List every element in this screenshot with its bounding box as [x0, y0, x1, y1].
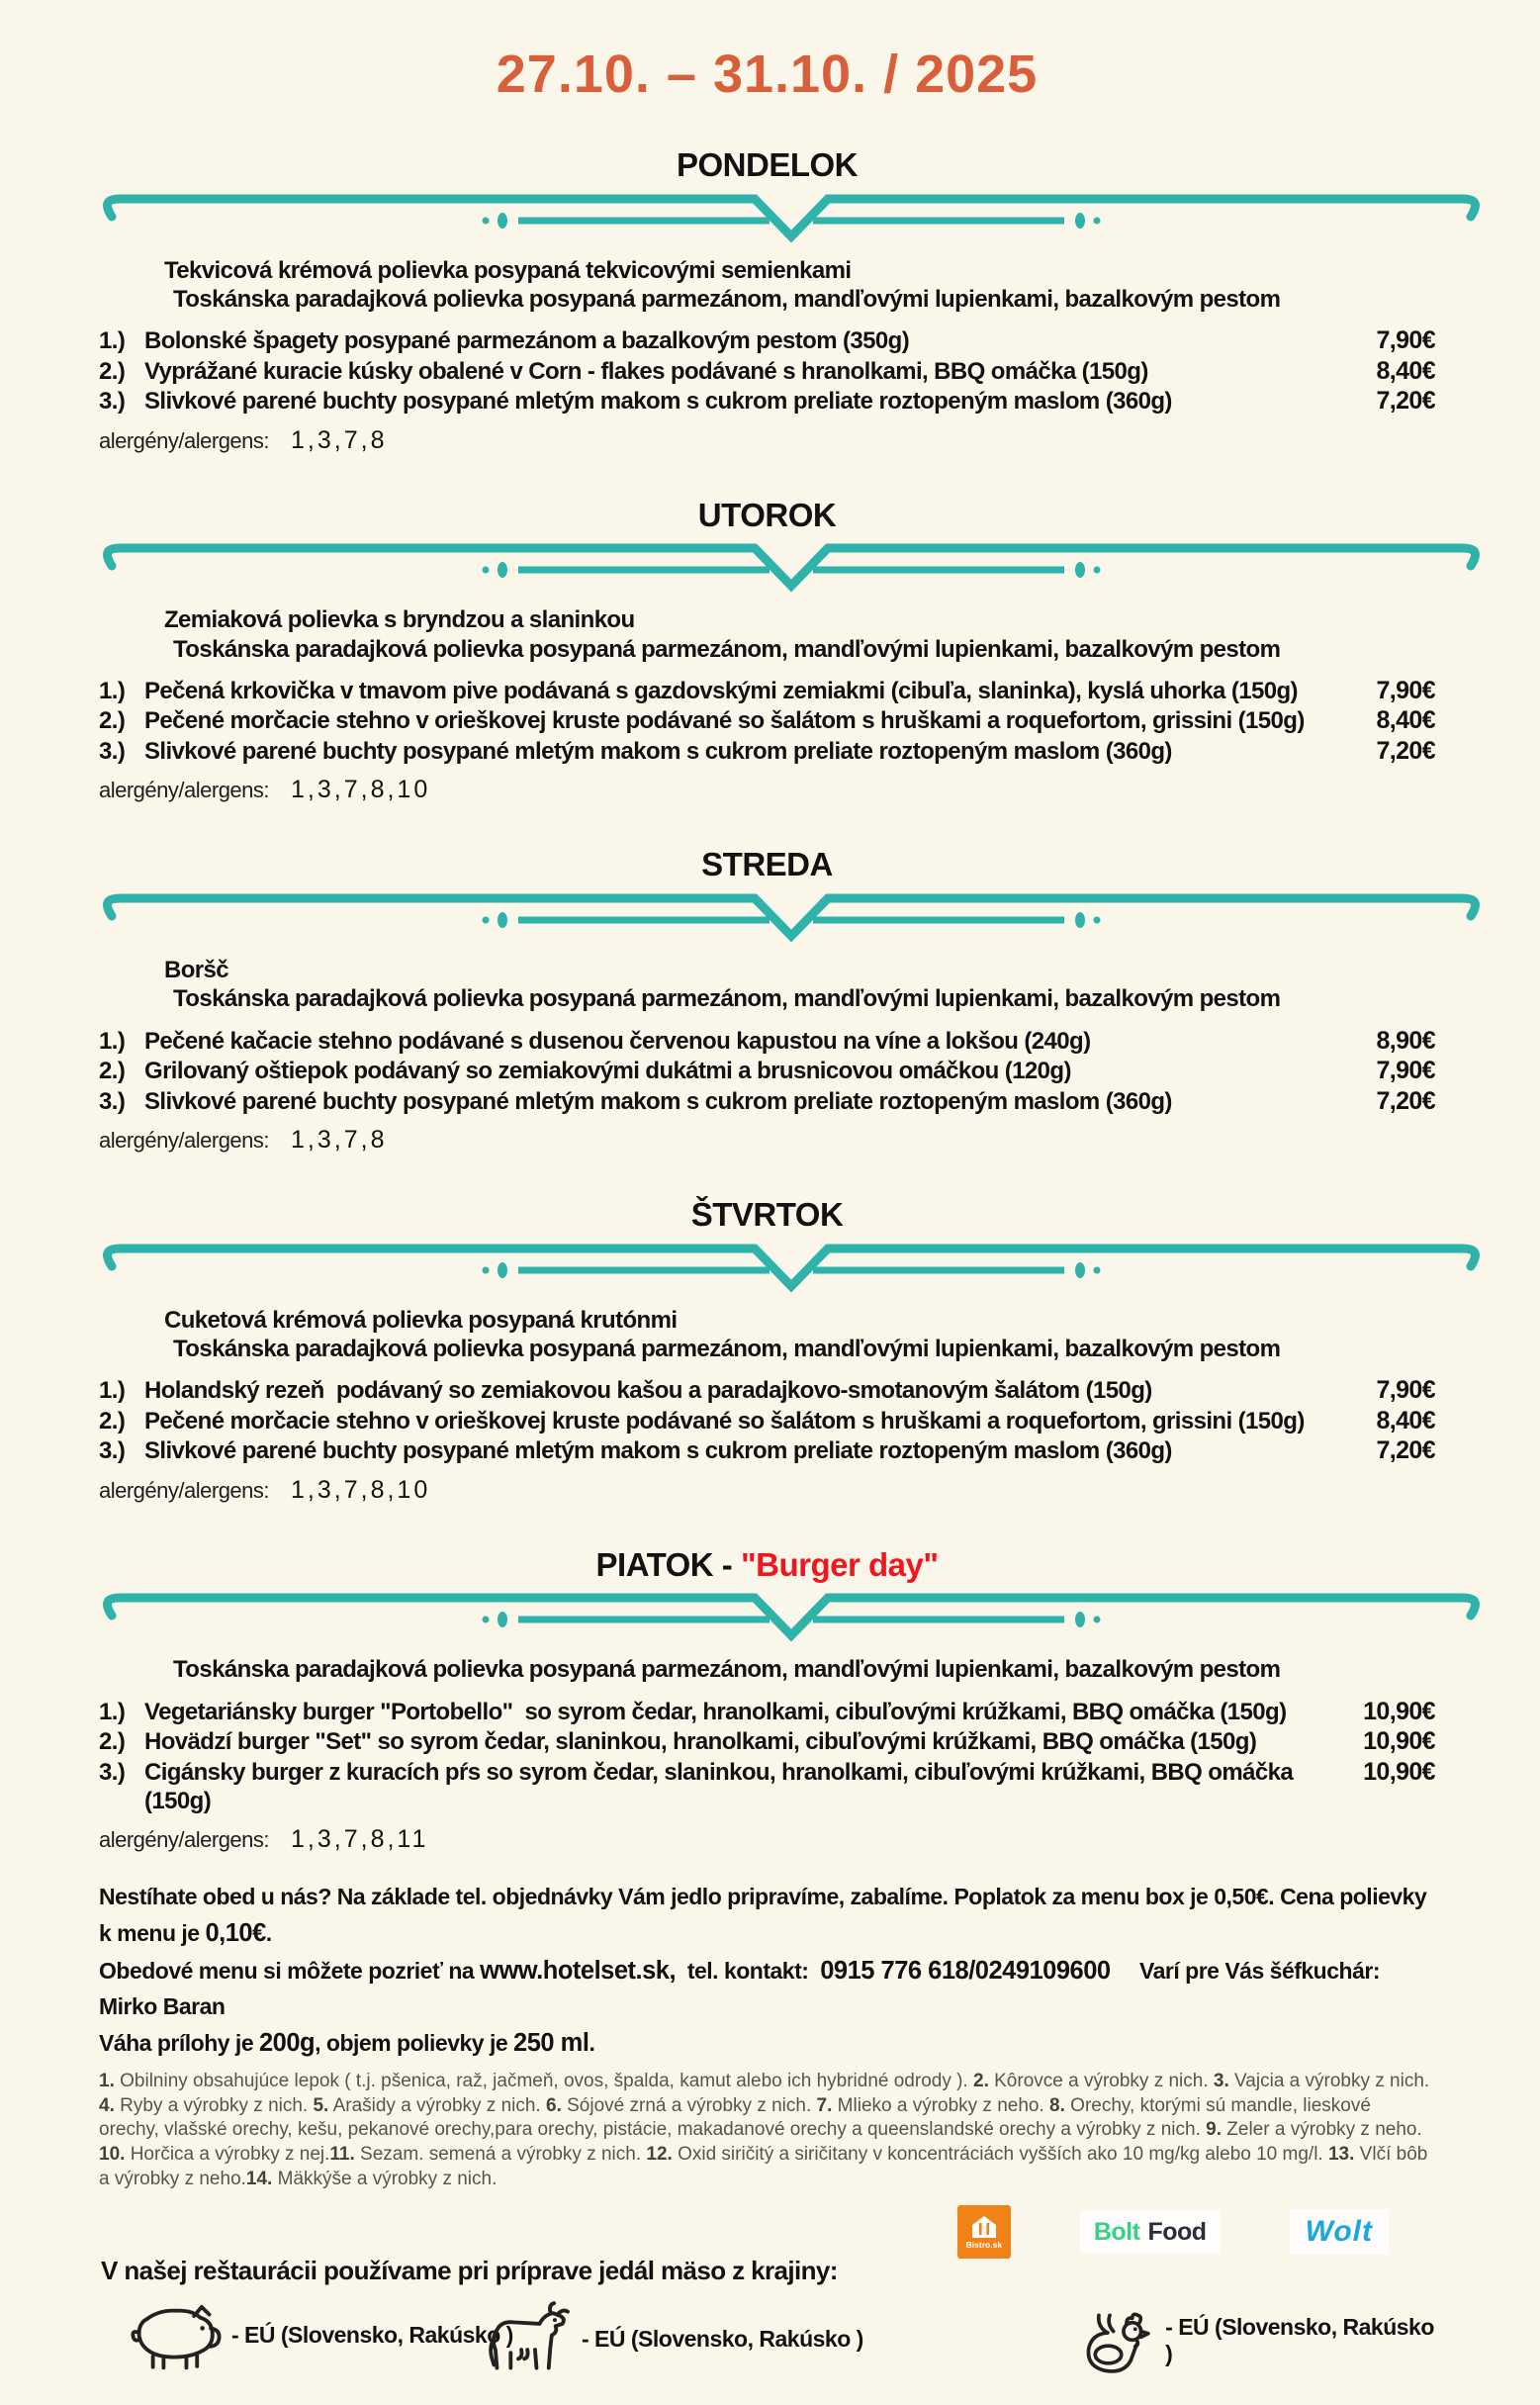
bistro-logo-text: Bistro.sk [965, 2239, 1003, 2250]
item-number: 1.) [99, 1377, 126, 1405]
item-number: 1.) [99, 1698, 126, 1725]
day-title [99, 148, 1435, 183]
cow-icon [479, 2294, 578, 2389]
hen-origin [1074, 2294, 1435, 2393]
soup-line: Tekvicová krémová polievka posypaná tekvicovými semienkami [164, 256, 852, 284]
soup-line: Toskánska paradajková polievka posypaná parmezánom, mandľovými lupienkami, bazalkovým pestom [173, 635, 1281, 663]
notice-line: Nestíhate obed u nás? Na základe tel. objednávky Vám jedlo pripravíme, zabalíme. Poplatok za menu box je 0,50€. Cena polievky k menu je 0,10€. [99, 1884, 1433, 1947]
notice-block [99, 1880, 1435, 2062]
bistro-sk-logo [957, 2205, 1011, 2259]
menu-item [99, 1086, 1435, 1117]
item-text: Slivkové parené buchty posypané mletým makom s cukrom preliate roztopeným maslom (360g) [144, 1437, 1172, 1465]
day-title-text: ŠTVRTOK [690, 1196, 844, 1234]
menu-item [99, 1056, 1435, 1086]
allergens-numbers: 1,3,7,8,10 [291, 776, 431, 804]
item-number: 1.) [99, 677, 126, 704]
bolt-word: Bolt [1093, 2217, 1140, 2246]
menu-item [99, 1026, 1435, 1057]
menu-item [99, 386, 1435, 416]
item-price: 10,90€ [1363, 1727, 1435, 1756]
menu-item [99, 705, 1435, 736]
allergens-numbers: 1,3,7,8 [291, 1126, 388, 1155]
item-price: 7,90€ [1376, 676, 1435, 704]
item-number: 2.) [99, 357, 126, 385]
menu-items [99, 1375, 1435, 1466]
item-number: 3.) [99, 1758, 126, 1786]
item-number: 3.) [99, 388, 126, 416]
soup-list [164, 605, 1435, 664]
item-number: 2.) [99, 1407, 126, 1434]
menu-item [99, 1757, 1435, 1816]
allergens-row [99, 1476, 1435, 1505]
item-text: Holandský rezeň podávaný so zemiakovou kašou a paradajkovo-smotanovým šalátom (150g) [144, 1377, 1152, 1405]
menu-item [99, 1726, 1435, 1757]
item-price: 8,40€ [1376, 1406, 1435, 1434]
item-text: Grilovaný oštiepok podávaný so zemiakovými dukátmi a brusnicovou omáčkou (120g) [144, 1058, 1071, 1085]
item-price: 8,40€ [1376, 356, 1435, 385]
item-text: Pečené morčacie stehno v orieškovej kruste podávané so šalátom s hruškami a roquefortom, grissini (150g) [144, 1407, 1305, 1434]
item-text: Vyprážané kuracie kúsky obalené v Corn - flakes podávané s hranolkami, BBQ omáčka (150g) [144, 357, 1148, 385]
allergens-row [99, 776, 1435, 804]
allergens-row [99, 1825, 1435, 1854]
allergens-numbers: 1,3,7,8,10 [291, 1475, 431, 1504]
allergens-label: alergény/alergens: [99, 1128, 270, 1154]
soup-line: Toskánska paradajková polievka posypaná parmezánom, mandľovými lupienkami, bazalkovým pestom [173, 285, 1281, 313]
menu-items [99, 1697, 1435, 1816]
item-price: 7,90€ [1376, 1376, 1435, 1405]
ornament-divider [99, 890, 1484, 944]
day-section-wednesday [99, 848, 1435, 1155]
ornament-divider [99, 540, 1484, 594]
item-number: 1.) [99, 327, 126, 355]
soup-line: Toskánska paradajková polievka posypaná parmezánom, mandľovými lupienkami, bazalkovým pestom [173, 985, 1281, 1013]
menu-item [99, 1435, 1435, 1466]
item-number: 2.) [99, 1728, 126, 1756]
menu-item [99, 1406, 1435, 1436]
item-text: Slivkové parené buchty posypané mletým makom s cukrom preliate roztopeným maslom (360g) [144, 737, 1172, 765]
item-price: 10,90€ [1363, 1697, 1435, 1725]
pig-origin [129, 2294, 513, 2381]
item-number: 3.) [99, 1437, 126, 1465]
soup-line: Toskánska paradajková polievka posypaná parmezánom, mandľovými lupienkami, bazalkovým pestom [173, 1656, 1281, 1684]
bistro-house-icon [971, 2215, 997, 2239]
day-title-text: STREDA [701, 846, 833, 883]
item-price: 8,90€ [1376, 1026, 1435, 1055]
allergens-label: alergény/alergens: [99, 427, 270, 453]
wolt-logo [1290, 2209, 1389, 2255]
item-text: Pečená krkovička v tmavom pive podávaná s gazdovskými zemiakmi (cibuľa, slaninka), kyslá uhorka (150g) [144, 677, 1298, 704]
item-text: Pečené morčacie stehno v orieškovej kruste podávané so šalátom s hruškami a roquefortom, grissini (150g) [144, 707, 1305, 735]
soup-list [164, 956, 1435, 1014]
item-price: 7,90€ [1376, 326, 1435, 355]
menu-item [99, 356, 1435, 387]
item-text: Slivkové parené buchty posypané mletým makom s cukrom preliate roztopeným maslom (360g) [144, 388, 1172, 416]
item-price: 7,90€ [1376, 1057, 1435, 1085]
notice-line: Obedové menu si môžete pozrieť na www.hotelset.sk, tel. kontakt: 0915 776 618/0249109600 Varí pre Vás šéfkuchár: Mirko Baran [99, 1956, 1386, 2020]
item-text: Slivkové parené buchty posypané mletým makom s cukrom preliate roztopeným maslom (360g) [144, 1087, 1172, 1115]
item-price: 7,20€ [1376, 1086, 1435, 1115]
item-text: Bolonské špagety posypané parmezánom a bazalkovým pestom (350g) [144, 327, 910, 355]
day-title-text: UTOROK [697, 496, 837, 533]
item-text: Cigánsky burger z kuracích pŕs so syrom čedar, slaninkou, hranolkami, cibuľovými krúžkami, BBQ omáčka (150g) [144, 1758, 1300, 1814]
day-title [99, 848, 1435, 882]
menu-item [99, 736, 1435, 767]
item-price: 7,20€ [1376, 1436, 1435, 1465]
menu-items [99, 676, 1435, 767]
day-section-thursday [99, 1198, 1435, 1505]
allergens-row [99, 1126, 1435, 1155]
pig-origin-label: - EÚ (Slovensko, Rakúsko ) [231, 2321, 513, 2348]
item-number: 2.) [99, 1058, 126, 1085]
ornament-divider [99, 191, 1484, 244]
soup-line: Cuketová krémová polievka posypaná krutónmi [164, 1306, 678, 1334]
hen-origin-label: - EÚ (Slovensko, Rakúsko ) [1165, 2314, 1434, 2367]
date-range: 27.10. – 31.10. / 2025 [496, 45, 1039, 104]
item-number: 3.) [99, 737, 126, 765]
meat-origin-heading: V našej reštaurácii používame pri príprave jedál mäso z krajiny: [101, 2256, 838, 2286]
day-section-monday [99, 148, 1435, 455]
allergens-numbers: 1,3,7,8 [291, 425, 388, 454]
soup-line: Zemiaková polievka s bryndzou a slaninkou [164, 606, 635, 634]
day-title [99, 1545, 1435, 1583]
allergens-numbers: 1,3,7,8,11 [291, 1825, 429, 1854]
allergens-label: alergény/alergens: [99, 1477, 270, 1503]
soup-line: Boršč [164, 956, 229, 983]
cow-origin [479, 2294, 863, 2389]
item-price: 10,90€ [1363, 1757, 1435, 1786]
day-title-text: PONDELOK [676, 146, 858, 183]
notice-line: Váha prílohy je 200g, objem polievky je 250 ml. [99, 2028, 595, 2057]
hen-icon [1074, 2294, 1161, 2393]
allergens-row [99, 426, 1435, 455]
soup-list [164, 1306, 1435, 1364]
item-price: 7,20€ [1376, 387, 1435, 416]
day-section-friday [99, 1545, 1435, 1854]
allergen-legend: 1. Obilniny obsahujúce lepok ( t.j. pšenica, raž, jačmeň, ovos, špalda, kamut alebo ich hybridné odrody ). 2. Kôrovce a výrobky z nich. 3. Vajcia a výrobky z nich. 4. Ryby a výrobky z nich. 5. Arašidy a výrobky z nich. 6. Sójové zrná a výrobky z nich. 7. Mlieko a výrobky z neho. 8. Orechy, ktorými sú mandle, lieskové orechy, vlašské orechy, kešu, pekanové orechy,para orechy, pistácie, makadanové orechy a queenslandské orechy a výrobky z nich. 9. Zeler a výrobky z neho. 10. Horčica a výrobky z nej.11. Sezam. semená a výrobky z nich. 12. Oxid siričitý a siričitany v koncentráciách vyšších ako 10 mg/kg alebo 10 mg/l. 13. Vlčí bôb a výrobky z neho.14. Mäkkýše a výrobky z nich. [99, 2070, 1430, 2189]
menu-item [99, 1375, 1435, 1406]
menu-items [99, 325, 1435, 416]
ornament-divider [99, 1241, 1484, 1294]
menu-items [99, 1026, 1435, 1117]
item-number: 1.) [99, 1027, 126, 1055]
soup-list [164, 1655, 1435, 1684]
cow-origin-label: - EÚ (Slovensko, Rakúsko ) [582, 2325, 863, 2352]
item-price: 8,40€ [1376, 706, 1435, 735]
allergens-label: alergény/alergens: [99, 1827, 270, 1853]
day-title [99, 1198, 1435, 1233]
wolt-word: Wolt [1305, 2215, 1373, 2249]
day-section-tuesday [99, 496, 1435, 805]
day-title-text: PIATOK - [595, 1545, 741, 1583]
meat-origin-row [99, 2294, 1435, 2405]
bolt-food-logo [1080, 2210, 1221, 2254]
bottom-band [99, 2205, 1435, 2288]
day-title [99, 496, 1435, 533]
menu-page [0, 44, 1540, 2405]
item-text: Hovädzí burger "Set" so syrom čedar, slaninkou, hranolkami, cibuľovými krúžkami, BBQ omáčka (150g) [144, 1728, 1257, 1756]
food-word: Food [1147, 2217, 1207, 2246]
allergens-label: alergény/alergens: [99, 778, 270, 803]
menu-item [99, 325, 1435, 356]
item-number: 3.) [99, 1087, 126, 1115]
item-text: Vegetariánsky burger "Portobello" so syrom čedar, hranolkami, cibuľovými krúžkami, BBQ omáčka (150g) [144, 1698, 1287, 1725]
menu-item [99, 676, 1435, 706]
soup-list [164, 256, 1435, 315]
soup-line: Toskánska paradajková polievka posypaná parmezánom, mandľovými lupienkami, bazalkovým pestom [173, 1335, 1281, 1362]
item-text: Pečené kačacie stehno podávané s dusenou červenou kapustou na víne a lokšou (240g) [144, 1027, 1091, 1055]
delivery-logos [957, 2205, 1389, 2259]
day-title-highlight: "Burger day" [740, 1545, 939, 1583]
pig-icon [129, 2294, 227, 2381]
menu-item [99, 1697, 1435, 1727]
item-number: 2.) [99, 707, 126, 735]
ornament-divider [99, 1590, 1484, 1643]
item-price: 7,20€ [1376, 736, 1435, 765]
